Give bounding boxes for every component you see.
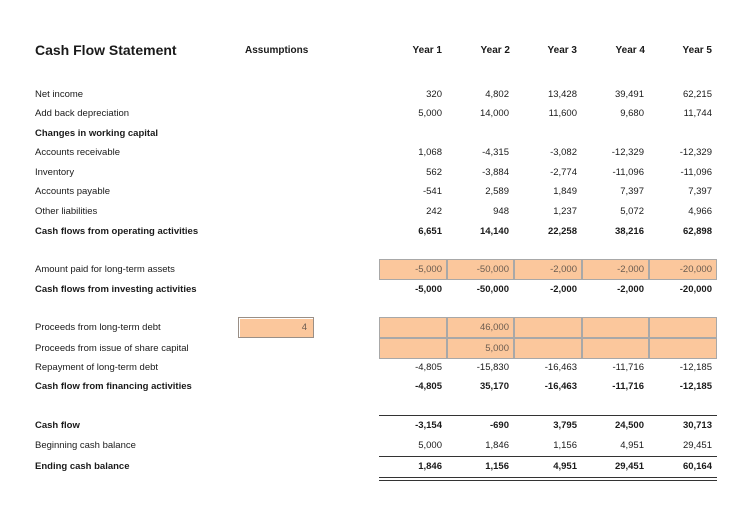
cash-flow-y5: 30,713 (682, 420, 712, 431)
ending-balance-y3: 4,951 (553, 461, 577, 472)
other-liabilities-y3: 1,237 (553, 206, 577, 217)
other-liabilities-y2: 948 (493, 206, 509, 217)
year-3-header: Year 3 (547, 45, 577, 56)
investing-total-y1: -5,000 (415, 284, 442, 295)
share-capital-input-y1[interactable] (379, 338, 447, 359)
year-2-header: Year 2 (480, 45, 510, 56)
beginning-balance-y1: 5,000 (418, 440, 442, 451)
year-1-header: Year 1 (412, 45, 442, 56)
financing-total-y3: -16,463 (544, 381, 577, 392)
beginning-balance-y3: 1,156 (553, 440, 577, 451)
ending-balance-y1: 1,846 (418, 461, 442, 472)
repayment-y3: -16,463 (544, 362, 577, 373)
net-income-y1: 320 (426, 89, 442, 100)
payable-y2: 2,589 (485, 186, 509, 197)
debt-proceeds-label: Proceeds from long-term debt (35, 322, 161, 333)
beginning-balance-y5: 29,451 (682, 440, 712, 451)
investing-total-y3: -2,000 (550, 284, 577, 295)
long-term-assets-y1: -5,000 (415, 264, 442, 275)
repayment-y5: -12,185 (679, 362, 712, 373)
receivable-y2: -4,315 (482, 147, 509, 158)
operating-total-y2: 14,140 (479, 226, 509, 237)
investing-total-y2: -50,000 (476, 284, 509, 295)
depreciation-y3: 11,600 (548, 108, 577, 119)
cash-flow-y4: 24,500 (614, 420, 644, 431)
financing-total-y5: -12,185 (679, 381, 712, 392)
net-income-label: Net income (35, 89, 84, 100)
long-term-assets-y5: -20,000 (679, 264, 712, 275)
year-4-header: Year 4 (615, 45, 645, 56)
financing-total-label: Cash flow from financing activities (35, 381, 192, 392)
year-5-header: Year 5 (682, 45, 712, 56)
operating-total-y1: 6,651 (418, 226, 442, 237)
ending-balance-y2: 1,156 (485, 461, 509, 472)
accounts-receivable-label: Accounts receivable (35, 147, 121, 158)
cash-flow-y2: -690 (489, 420, 509, 431)
summary-top-border (379, 415, 717, 416)
inventory-y1: 562 (426, 167, 442, 178)
repayment-y4: -11,716 (612, 362, 644, 373)
depreciation-y4: 9,680 (620, 108, 644, 119)
debt-proceeds-input-y5[interactable] (649, 317, 717, 338)
other-liabilities-label: Other liabilities (35, 206, 98, 217)
inventory-y5: -11,096 (680, 167, 712, 178)
ending-balance-y4: 29,451 (614, 461, 644, 472)
double-underline-top (379, 477, 717, 478)
repayment-y1: -4,805 (415, 362, 442, 373)
operating-total-y4: 38,216 (614, 226, 644, 237)
working-capital-heading: Changes in working capital (35, 128, 158, 139)
debt-proceeds-input-y4[interactable] (582, 317, 649, 338)
inventory-label: Inventory (35, 167, 75, 178)
other-liabilities-y4: 5,072 (620, 206, 644, 217)
financing-total-y1: -4,805 (415, 381, 442, 392)
payable-y3: 1,849 (553, 186, 577, 197)
investing-total-label: Cash flows from investing activities (35, 284, 197, 295)
accounts-payable-label: Accounts payable (35, 186, 110, 197)
cash-flow-label: Cash flow (35, 420, 80, 431)
investing-total-y5: -20,000 (679, 284, 712, 295)
double-underline-bottom (379, 480, 717, 481)
debt-proceeds-input-y1[interactable] (379, 317, 447, 338)
receivable-y3: -3,082 (550, 147, 577, 158)
net-income-y3: 13,428 (547, 89, 577, 100)
depreciation-y2: 14,000 (479, 108, 509, 119)
ending-balance-label: Ending cash balance (35, 461, 130, 472)
other-liabilities-y5: 4,966 (688, 206, 712, 217)
receivable-y5: -12,329 (679, 147, 712, 158)
share-capital-y2: 5,000 (485, 343, 509, 354)
cash-flow-y1: -3,154 (415, 420, 442, 431)
inventory-y2: -3,884 (482, 167, 509, 178)
payable-y5: 7,397 (688, 186, 712, 197)
operating-total-y3: 22,258 (547, 226, 577, 237)
inventory-y3: -2,774 (550, 167, 577, 178)
share-capital-label: Proceeds from issue of share capital (35, 343, 189, 354)
net-income-y4: 39,491 (614, 89, 644, 100)
depreciation-label: Add back depreciation (35, 108, 130, 119)
long-term-assets-y4: -2,000 (617, 264, 644, 275)
cash-flow-y3: 3,795 (553, 420, 577, 431)
payable-y4: 7,397 (620, 186, 644, 197)
net-income-y2: 4,802 (485, 89, 509, 100)
receivable-y1: 1,068 (418, 147, 442, 158)
depreciation-y5: 11,744 (683, 108, 712, 119)
long-term-assets-y3: -2,000 (550, 264, 577, 275)
net-income-y5: 62,215 (682, 89, 712, 100)
operating-total-y5: 62,898 (682, 226, 712, 237)
share-capital-input-y4[interactable] (582, 338, 649, 359)
ending-balance-y5: 60,164 (682, 461, 712, 472)
other-liabilities-y1: 242 (426, 206, 442, 217)
repayment-y2: -15,830 (476, 362, 509, 373)
long-term-assets-label: Amount paid for long-term assets (35, 264, 175, 275)
debt-proceeds-y2: 46,000 (479, 322, 509, 333)
share-capital-input-y3[interactable] (514, 338, 582, 359)
beginning-balance-y4: 4,951 (620, 440, 644, 451)
depreciation-y1: 5,000 (418, 108, 442, 119)
financing-total-y4: -11,716 (612, 381, 644, 392)
investing-total-y4: -2,000 (617, 284, 644, 295)
inventory-y4: -11,096 (612, 167, 644, 178)
assumptions-header: Assumptions (245, 45, 309, 56)
beginning-balance-label: Beginning cash balance (35, 440, 136, 451)
debt-proceeds-input-y3[interactable] (514, 317, 582, 338)
long-term-assets-y2: -50,000 (476, 264, 509, 275)
ending-balance-top-border (379, 456, 717, 457)
operating-total-label: Cash flows from operating activities (35, 226, 199, 237)
financing-total-y2: 35,170 (479, 381, 509, 392)
repayment-label: Repayment of long-term debt (35, 362, 159, 373)
share-capital-input-y5[interactable] (649, 338, 717, 359)
beginning-balance-y2: 1,846 (485, 440, 509, 451)
debt-assumption-value: 4 (301, 322, 307, 333)
page-title: Cash Flow Statement (35, 42, 177, 58)
receivable-y4: -12,329 (611, 147, 644, 158)
payable-y1: -541 (422, 186, 442, 197)
